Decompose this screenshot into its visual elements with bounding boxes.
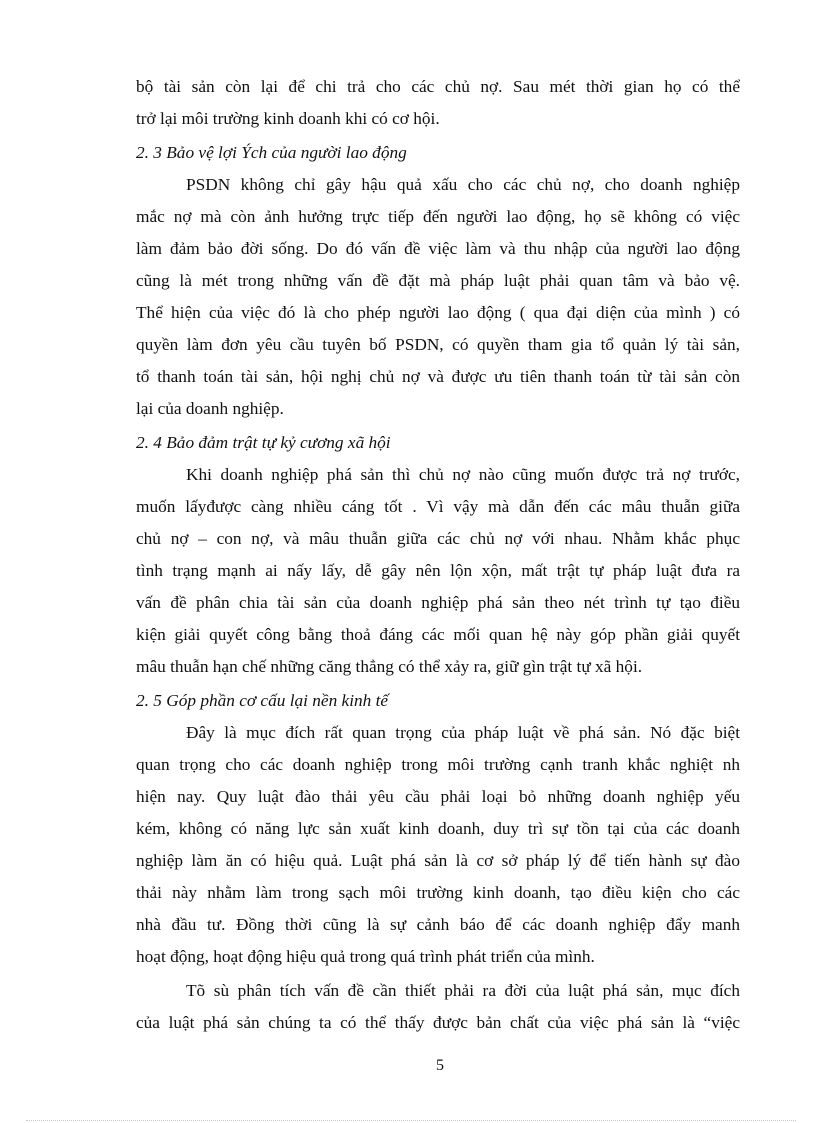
section-heading: 2. 4 Bảo đảm trật tự kỷ cương xã hội bbox=[136, 433, 391, 452]
paragraph-line: bộ tài sản còn lại để chi trả cho các chủ nợ. Sau mét thời gian họ có thể bbox=[136, 77, 740, 96]
paragraph-line: kém, không có năng lực sản xuất kinh doanh, duy trì sự tồn tại của các doanh bbox=[136, 819, 740, 838]
paragraph-line: nghiệp làm ăn có hiệu quả. Luật phá sản là cơ sở pháp lý để tiến hành sự đào bbox=[136, 851, 740, 870]
paragraph-line: thải này nhằm làm trong sạch môi trường kinh doanh, tạo điều kiện cho các bbox=[136, 883, 740, 902]
paragraph-line: Khi doanh nghiệp phá sản thì chủ nợ nào cũng muốn được trả nợ trước, bbox=[186, 465, 740, 484]
paragraph-line: hiện nay. Quy luật đào thải yêu cầu phải loại bỏ những doanh nghiệp yếu bbox=[136, 787, 740, 806]
paragraph-line: nhà đầu tư. Đồng thời cũng là sự cảnh báo để các doanh nghiệp đẩy manh bbox=[136, 915, 740, 934]
paragraph-line: làm đảm bảo đời sống. Do đó vấn đề việc làm và thu nhập của người lao động bbox=[136, 239, 740, 258]
paragraph-line: tình trạng mạnh ai nấy lấy, dễ gây nên lộn xộn, mất trật tự pháp luật đưa ra bbox=[136, 561, 740, 580]
paragraph-line: tổ thanh toán tài sản, hội nghị chủ nợ và được ưu tiên thanh toán từ tài sản còn bbox=[136, 367, 740, 386]
paragraph-line: cũng là mét trong những vấn đề đặt mà pháp luật phải quan tâm và bảo vệ. bbox=[136, 271, 740, 290]
paragraph-line: vấn đề phân chia tài sản của doanh nghiệp phá sản theo nét trình tự tạo điều bbox=[136, 593, 740, 612]
paragraph-line: mâu thuẫn hạn chế những căng thẳng có thể xảy ra, giữ gìn trật tự xã hội. bbox=[136, 657, 643, 676]
section-heading: 2. 3 Bảo vệ lợi Ých của người lao động bbox=[136, 143, 407, 162]
paragraph-line: mắc nợ mà còn ảnh hưởng trực tiếp đến người lao động, họ sẽ không có việc bbox=[136, 207, 740, 226]
paragraph-line: của luật phá sản chúng ta có thể thấy được bản chất của việc phá sản là “việc bbox=[136, 1013, 740, 1032]
paragraph-line: quyền làm đơn yêu cầu tuyên bố PSDN, có quyền tham gia tổ quản lý tài sản, bbox=[136, 335, 740, 354]
page-number: 5 bbox=[436, 1057, 444, 1074]
paragraph-line: chủ nợ – con nợ, và mâu thuẫn giữa các chủ nợ với nhau. Nhằm khắc phục bbox=[136, 529, 740, 548]
paragraph-line: kiện giải quyết công bằng thoả đáng các mối quan hệ này góp phần giải quyết bbox=[136, 625, 740, 644]
section-heading: 2. 5 Góp phần cơ cấu lại nền kinh tế bbox=[136, 691, 389, 710]
paragraph-line: quan trọng cho các doanh nghiệp trong môi trường cạnh tranh khắc nghiệt nh bbox=[136, 755, 740, 774]
paragraph-line: trở lại môi trường kinh doanh khi có cơ hội. bbox=[136, 109, 440, 128]
paragraph-line: lại của doanh nghiệp. bbox=[136, 399, 284, 418]
paragraph-line: Đây là mục đích rất quan trọng của pháp luật về phá sản. Nó đặc biệt bbox=[186, 723, 740, 742]
paragraph-line: hoạt động, hoạt động hiệu quả trong quá trình phát triển của mình. bbox=[136, 947, 595, 966]
paragraph-line: Thể hiện của việc đó là cho phép người lao động ( qua đại diện của mình ) có bbox=[136, 303, 740, 322]
paragraph-line: PSDN không chỉ gây hậu quả xấu cho các chủ nợ, cho doanh nghiệp bbox=[186, 175, 740, 194]
paragraph-line: muốn lấyđược càng nhiều cáng tốt . Vì vậy mà dẫn đến các mâu thuẫn giữa bbox=[136, 497, 740, 516]
page-bottom-divider bbox=[26, 1120, 796, 1121]
paragraph-line: Tõ sù phân tích vấn đề cần thiết phải ra đời của luật phá sản, mục đích bbox=[186, 981, 740, 1000]
